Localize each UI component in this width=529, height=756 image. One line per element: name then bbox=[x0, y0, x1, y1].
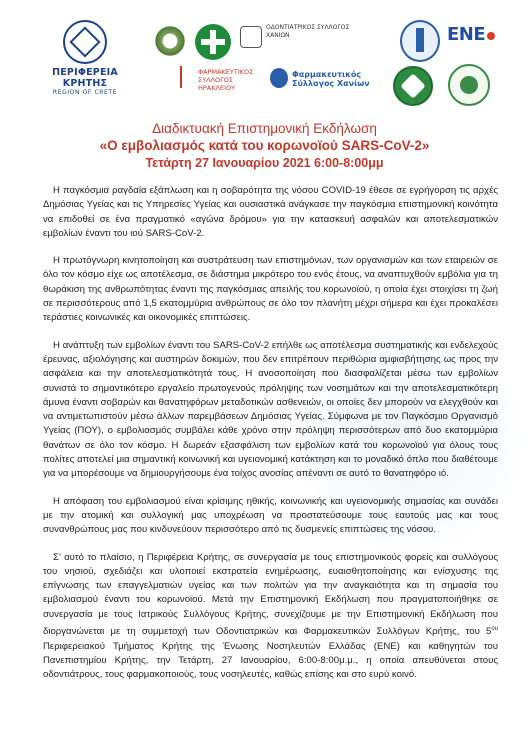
green-cross-logo-icon bbox=[195, 24, 231, 60]
paragraph: Η παγκόσμια ραγδαία εξάπλωση και η σοβαρότητα της νόσου COVID-19 έθεσε σε εγρήγορση τις αρχές Δημόσιας Υγείας και τις Υπηρεσίες Υγείας και ουσιαστικά ανάγκασε την παγκόσμια επιστημονική κοινότητα να επιδοθεί σε ένα πραγματικό «αγώνα δρόμου» για την κατασκευή ασφαλών και αποτελεσματικών εμβολίων έναντι του ιού SARS-CoV-2. bbox=[43, 185, 498, 239]
region-logo-sub: REGION OF CRETE bbox=[52, 89, 118, 96]
region-emblem-icon bbox=[63, 20, 107, 64]
dental-association-name: ΟΔΟΝΤΙΑΤΡΙΚΟΣ ΣΥΛΛΟΓΟΣ ΧΑΝΙΩΝ bbox=[266, 24, 350, 39]
event-subtitle: «Ο εμβολιασμός κατά του κορωνοϊού SARS-CoV-2» bbox=[99, 138, 430, 153]
medical-association-logo-icon bbox=[400, 20, 440, 62]
paragraph: Η πρωτόγνωρη κινητοποίηση και συστράτευση των επιστημόνων, των οργανισμών και των εταιρειών σε όλο τον κόσμο είχε ως αποτέλεσμα, σε διάστημα μικρότερο του ενός έτους, να αναπτυχθούν εμβόλια για τη θωράκιση της ανθρωπότητας έναντι της παγκόσμιας απειλής του κορωνοϊού, η οποία έχει στοιχίσει τη ζωή σε περισσότερους από 1,5 εκατομμύρια ανθρώπους σε όλο τον πλανήτη μέχρι σήμερα και έχει προκαλέσει τεράστιες κοινωνικές και οικονομικές επιπτώσεις. bbox=[43, 255, 498, 324]
paragraph-last-part1: Σ’ αυτό το πλαίσιο, η Περιφέρεια Κρήτης, σε συνεργασία με τους επιστημονικούς φορείς και συλλόγους του νησιού, σχεδιάζει και υλοποιεί εκστρατεία ενημέρωσης, ευαισθητοποίησης και ενίσχυσης της επίγνωσης των επαγγελματιών υγείας και των πολιτών για την αναγκαιότητα και τη σημασία του εμβολιασμού έναντι του κορωνοϊού. Μετά την Επιστημονική Εκδήλωση που πραγματοποιήθηκε σε συνεργασία με τους Ιατρικούς Συλλόγους Κρήτης, συνεχίζουμε με την Επιστημονική Εκδήλωση που διοργανώνεται με τη συμμετοχή των Οδοντιατρικών και Φαρμακευτικών Συλλόγων Κρήτης, του 5 bbox=[43, 551, 498, 638]
paragraph-last-part2: Περιφερειακού Τμήματος Κρήτης της Ένωσης Νοσηλευτών Ελλάδας (ΕΝΕ) και καθηγητών του Πανεπιστημίου Κρήτης, την Τετάρτη, 27 Ιανουαρίου, 6:00-8:00μ.μ., η οποία απευθύνεται στους οδοντιάτρους, τους φαρμακοποιούς, τους νοσηλευτές, καθώς επίσης και στο ευρύ κοινό. bbox=[43, 640, 498, 681]
ene-logo-text: ENE bbox=[447, 24, 486, 45]
event-title: Διαδικτυακή Επιστημονική Εκδήλωση bbox=[152, 121, 377, 136]
ene-dot-icon bbox=[487, 32, 495, 40]
event-date: Τετάρτη 27 Ιανουαρίου 2021 6:00-8:00μμ bbox=[145, 156, 384, 170]
paragraph-last bbox=[43, 551, 498, 683]
region-logo-name: ΠΕΡΙΦΕΡΕΙΑ ΚΡΗΤΗΣ bbox=[52, 67, 118, 89]
ene-logo bbox=[447, 24, 507, 45]
paragraph: Η ανάπτυξη των εμβολίων έναντι του SARS-CoV-2 επήλθε ως αποτέλεσμα συστηματικής και ενδελεχούς έρευνας, αξιολόγησης και αυστηρών δοκιμών, που δεν επιτρέπουν περιθώρια αμφισβήτησης ως προς την ασφάλεια και την αποτελεσματικότητά τους. Η ανοσοποίηση που διασφαλίζεται μέσω των εμβολίων συνιστά το σημαντικότερο εργαλείο πρωτογενούς πρόληψης των νοσημάτων και την αποτελεσματικότερη άμυνα έναντι σοβαρών και θανατηφόρων μεταδοτικών ασθενειών, οι οποίες δεν μπορούν να ελεγχθούν και να αντιμετωπιστούν μέσω άλλων παρεμβάσεων Δημόσιας Υγείας. Σύμφωνα με τον Παγκόσμιο Οργανισμό Υγείας (ΠΟΥ), ο εμβολιασμός συμβάλει κάθε χρόνο στην πρόληψη περισσότερων από δυο εκατομμύρια θανάτων σε όλο τον κόσμο. Η δωρεάν εξασφάλιση των εμβολίων κατά του κορωνοϊού για όλους τους πολίτες αποτελεί μια σημαντική κοινωνική και υγειονομική κατάκτηση και το μοναδικό όπλο που διαθέτουμε για να μπορέσουμε να δημιουργήσουμε ένα τοίχος ανοσίας απέναντι σε αυτό το θανατηφόρο ιό. bbox=[43, 339, 498, 480]
document-body bbox=[43, 184, 498, 695]
region-of-crete-logo bbox=[30, 20, 140, 96]
pharm-chania-name: Φαρμακευτικός Σύλλογος Χανίων bbox=[292, 70, 370, 88]
tooth-icon bbox=[240, 26, 262, 48]
green-badge-logo-icon bbox=[393, 66, 433, 106]
caduceus-icon bbox=[180, 66, 198, 88]
ordinal-superscript: ου bbox=[491, 626, 498, 633]
pharm-heraklion-name: ΦΑΡΜΑΚΕΥΤΙΚΟΣ ΣΥΛΛΟΓΟΣ ΗΡΑΚΛΕΙΟΥ bbox=[198, 68, 254, 92]
pharmacy-icon bbox=[270, 68, 288, 88]
paragraph: Η απόφαση του εμβολιασμού είναι κρίσιμης ηθικής, κοινωνικής και υγειονομικής σημασίας και συνάδει με την ατομική και συλλογική μας υποχρέωση να προστατεύσουμε τους εαυτούς μας και τους συνανθρώπους μας που κινδυνεύουν περισσότερο από τις δυσμενείς επιπτώσεις της νόσου. bbox=[43, 495, 498, 536]
greek-emblem-logo-icon bbox=[153, 24, 187, 58]
vertical-seal-logo-icon bbox=[492, 60, 522, 108]
round-seal-logo-icon bbox=[448, 64, 490, 106]
